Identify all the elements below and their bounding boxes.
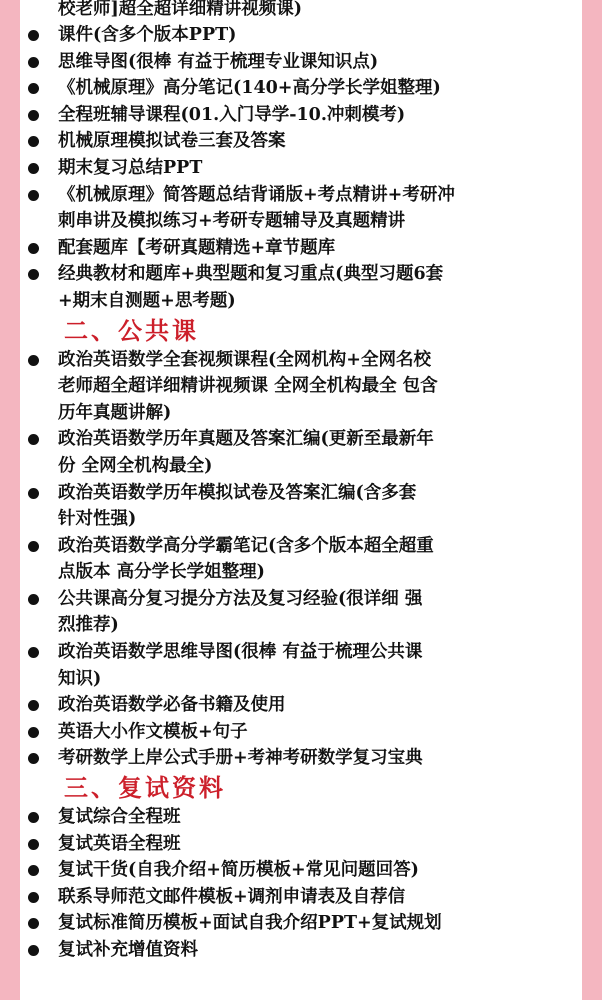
list-item-text: 校老师]超全超详细精讲视频课) [58, 0, 303, 19]
document-page [20, 0, 582, 1000]
bullet-icon [28, 30, 39, 41]
list-item-text: 复试综合全程班 [58, 807, 181, 828]
bullet-icon [28, 945, 39, 956]
list-item-text: 《机械原理》高分笔记(140+高分学长学姐整理) [58, 78, 441, 99]
bullet-icon [28, 541, 39, 552]
list-item-text: 政治英语数学高分学霸笔记(含多个版本超全超重 [58, 535, 434, 556]
bullet-icon [28, 594, 39, 605]
list-item-text: 政治英语数学全套视频课程(全网机构+全网名校 [58, 349, 431, 370]
list-item-continuation [20, 612, 582, 639]
document-content [20, 0, 582, 964]
list-item-text: 配套题库【考研真题精选+章节题库 [58, 237, 336, 258]
list-item [20, 182, 582, 209]
list-item-continuation [20, 0, 582, 22]
list-item [20, 804, 582, 831]
list-item-text: 烈推荐) [58, 615, 119, 636]
list-item [20, 937, 582, 964]
list-item [20, 586, 582, 613]
bullet-icon [28, 647, 39, 658]
bullet-icon [28, 110, 39, 121]
list-item-text: 复试标准简历模板+面试自我介绍PPT+复试规划 [58, 913, 442, 934]
section-heading [20, 772, 582, 804]
bullet-icon [28, 753, 39, 764]
list-item-text: 政治英语数学思维导图(很棒 有益于梳理公共课 [58, 642, 423, 663]
list-item [20, 347, 582, 374]
bullet-icon [28, 892, 39, 903]
list-item-text: 公共课高分复习提分方法及复习经验(很详细 强 [58, 588, 423, 609]
list-item [20, 857, 582, 884]
list-item-text: 刺串讲及模拟练习+考研专题辅导及真题精讲 [58, 211, 406, 232]
list-item [20, 884, 582, 911]
list-item [20, 426, 582, 453]
bullet-icon [28, 918, 39, 929]
bullet-icon [28, 243, 39, 254]
list-item-continuation [20, 288, 582, 315]
bullet-icon [28, 136, 39, 147]
list-item-text: 份 全网全机构最全) [58, 455, 213, 476]
list-item-continuation [20, 666, 582, 693]
list-item [20, 128, 582, 155]
list-item-text: 全程班辅导课程(01.入门导学-10.冲刺模考) [58, 104, 406, 125]
list-item-text: 经典教材和题库+典型题和复习重点(典型习题6套 [58, 264, 444, 285]
bullet-icon [28, 865, 39, 876]
list-item [20, 639, 582, 666]
list-item [20, 745, 582, 772]
list-item-text: 知识) [58, 668, 102, 689]
list-item-text: 老师超全超详细精讲视频课 全网全机构最全 包含 [58, 376, 438, 397]
list-item [20, 692, 582, 719]
list-item-continuation [20, 208, 582, 235]
list-item [20, 155, 582, 182]
bullet-icon [28, 434, 39, 445]
list-item-continuation [20, 400, 582, 427]
list-item-text: 考研数学上岸公式手册+考神考研数学复习宝典 [58, 748, 423, 769]
bullet-icon [28, 812, 39, 823]
bullet-icon [28, 700, 39, 711]
list-item-text: 点版本 高分学长学姐整理) [58, 562, 265, 583]
list-item-text: 《机械原理》简答题总结背诵版+考点精讲+考研冲 [58, 184, 455, 205]
list-item-text: 思维导图(很棒 有益于梳理专业课知识点) [58, 51, 379, 72]
list-item [20, 235, 582, 262]
bullet-icon [28, 163, 39, 174]
list-item-text: 复试补充增值资料 [58, 940, 198, 960]
list-item [20, 533, 582, 560]
list-item-continuation [20, 453, 582, 480]
list-item [20, 910, 582, 937]
list-item [20, 102, 582, 129]
bullet-icon [28, 488, 39, 499]
list-item [20, 22, 582, 49]
list-item-text: 课件(含多个版本PPT) [58, 25, 237, 45]
bullet-icon [28, 355, 39, 366]
bullet-icon [28, 269, 39, 280]
list-item [20, 480, 582, 507]
list-item-text: 机械原理模拟试卷三套及答案 [58, 131, 286, 152]
bullet-icon [28, 190, 39, 201]
list-item-text: 联系导师范文邮件模板+调剂申请表及自荐信 [58, 886, 406, 907]
list-item-text: 期末复习总结PPT [58, 157, 203, 178]
list-item-continuation [20, 559, 582, 586]
list-item-text: 政治英语数学必备书籍及使用 [58, 695, 286, 716]
list-item-text: 政治英语数学历年模拟试卷及答案汇编(含多套 [58, 482, 417, 503]
list-item [20, 831, 582, 858]
list-item-text: +期末自测题+思考题) [58, 290, 236, 311]
list-item-text: 复试英语全程班 [58, 833, 181, 854]
list-item [20, 719, 582, 746]
list-item-continuation [20, 506, 582, 533]
list-item [20, 75, 582, 102]
section-heading-text: 二、公共课 [64, 315, 199, 345]
bullet-icon [28, 727, 39, 738]
list-item-continuation [20, 373, 582, 400]
bullet-icon [28, 83, 39, 94]
list-item [20, 261, 582, 288]
list-item-text: 政治英语数学历年真题及答案汇编(更新至最新年 [58, 429, 434, 450]
list-item-text: 复试干货(自我介绍+简历模板+常见问题回答) [58, 860, 419, 881]
bullet-icon [28, 57, 39, 68]
section-heading [20, 315, 582, 347]
section-heading-text: 三、复试资料 [64, 773, 226, 803]
list-item-text: 针对性强) [58, 509, 137, 530]
bullet-icon [28, 839, 39, 850]
list-item [20, 49, 582, 76]
list-item-text: 英语大小作文模板+句子 [58, 721, 248, 742]
list-item-text: 历年真题讲解) [58, 402, 172, 423]
